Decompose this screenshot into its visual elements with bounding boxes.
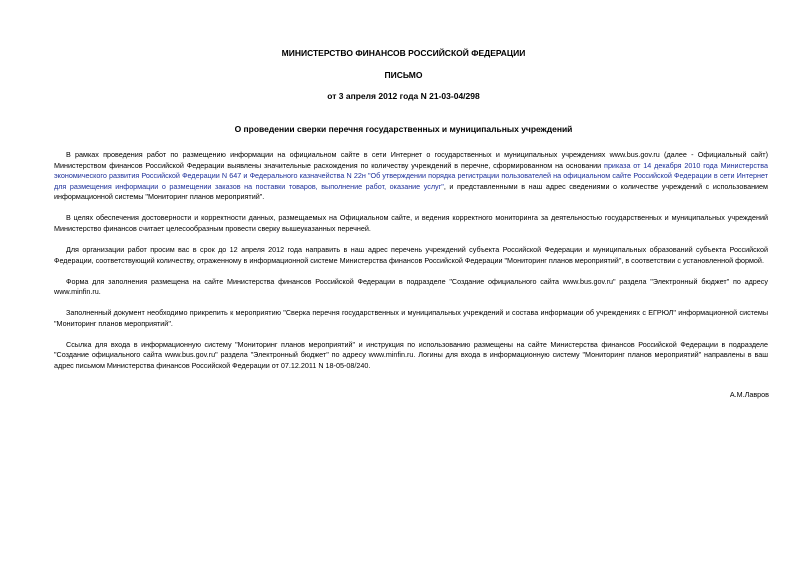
- signature: А.М.Лавров: [729, 390, 769, 399]
- document-body: [54, 150, 768, 382]
- paragraph-6: Ссылка для входа в информационную систему "Мониторинг планов мероприятий" и инструкция по использованию размещены на сайте Министерства финансов Российской Федерации в подразделе "Создание официального сайта www.bus.gov.ru" раздела "Электронный бюджет" по адресу www.minfin.ru. Логины для входа в информационную систему "Мониторинг планов мероприятий" направлены в ваш адрес письмом Министерства финансов Российской Федерации от 07.12.2011 N 18-05-08/240.: [54, 339, 768, 370]
- document-type: ПИСЬМО: [384, 70, 423, 80]
- ministry-title: МИНИСТЕРСТВО ФИНАНСОВ РОССИЙСКОЙ ФЕДЕРАЦИИ: [281, 48, 526, 58]
- document-subject: О проведении сверки перечня государственных и муниципальных учреждений: [234, 124, 573, 134]
- order-647-22n-link[interactable]: приказа от 14 декабря 2010 года Министерства экономического развития Российской Федерации N 647 и Федерального казначейства N 22н "Об утверждении порядка регистрации пользователей на официальном сайте Российской Федерации в сети Интернет для размещения информации о размещении заказов на поставки товаров, выполнение работ, оказание услуг": [54, 160, 768, 191]
- paragraph-3: Для организации работ просим вас в срок до 12 апреля 2012 года направить в наш адрес перечень учреждений субъекта Российской Федерации и муниципальных образований субъекта Российской Федерации, соответствующий количеству, отраженному в информационной системе Министерства финансов Российской Федерации "Мониторинг планов мероприятий", в соответствии с установленной формой.: [54, 244, 768, 265]
- paragraph-5: Заполненный документ необходимо прикрепить к мероприятию "Сверка перечня государственных и муниципальных учреждений и состава информации об учреждениях с ЕГРЮЛ" информационной системы "Мониторинг планов мероприятий".: [54, 308, 768, 328]
- document-date-number: от 3 апреля 2012 года N 21-03-04/298: [327, 91, 480, 101]
- paragraph-1-text-before: В рамках проведения работ по размещению информации на официальном сайте в сети Интернет о государственных и муниципальных учреждениях www.bus.gov.ru (далее - Официальный сайт) Министерством финансов Российской Федерации выявлены значительные расхождения по количеству учреждений в перечне, сформированном на основании: [54, 150, 768, 170]
- paragraph-1: [54, 150, 768, 203]
- paragraph-4: Форма для заполнения размещена на сайте Министерства финансов Российской Федерации в подразделе "Создание официального сайта www.bus.gov.ru" раздела "Электронный бюджет" по адресу www.minfin.ru.: [54, 276, 768, 297]
- paragraph-2: В целях обеспечения достоверности и корректности данных, размещаемых на Официальном сайте, и ведения корректного мониторинга за деятельностью государственных и муниципальных учреждений Министерство финансов считает целесообразным провести сверку вышеуказанных перечней.: [54, 213, 768, 233]
- paragraph-1-text-after: , и представленными в наш адрес сведениями о количестве учреждений с использованием информационной системы "Мониторинг планов мероприятий".: [54, 181, 768, 202]
